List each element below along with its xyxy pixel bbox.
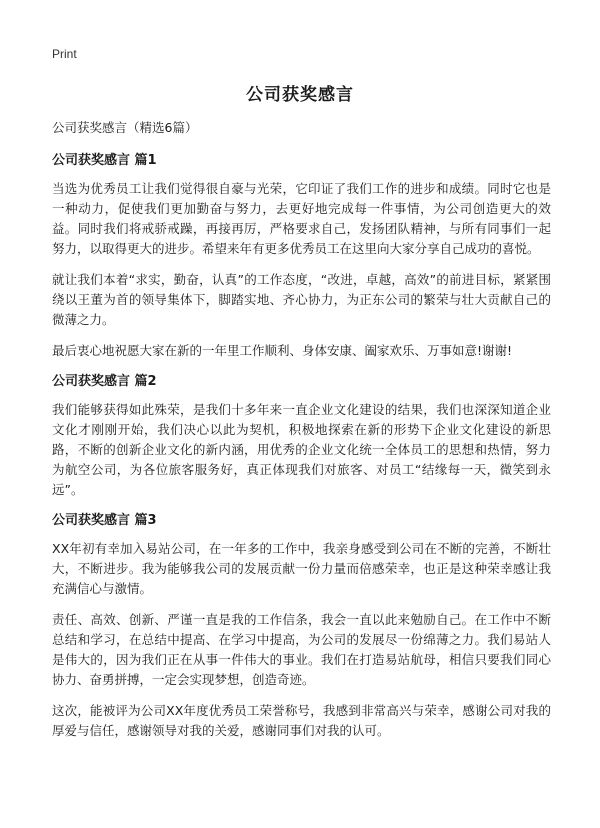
document-subtitle: 公司获奖感言（精选6篇）	[52, 120, 198, 135]
page-title: 公司获奖感言	[246, 85, 354, 105]
section-heading: 公司获奖感言 篇2	[52, 374, 157, 389]
paragraph: XX年初有幸加入易站公司，在一年多的工作中，我亲身感受到公司在不断的完善，不断壮大，不断进步。我为能够我公司的发展贡献一份力量而倍感荣幸，也正是这种荣幸感让我充满信心与激情。	[52, 541, 551, 596]
print-label: Print	[52, 47, 77, 61]
paragraph: 责任、高效、创新、严谨一直是我的工作信条，我会一直以此来勉励自己。在工作中不断总结和学习，在总结中提高、在学习中提高，为公司的发展尽一份绵薄之力。我们易站人是伟大的，因为我们正在从事一件伟大的事业。我们在打造易站航母，相信只要我们同心协力、奋勇拼搏，一定会实现梦想，创造奇迹。	[52, 612, 551, 687]
paragraph: 我们能够获得如此殊荣，是我们十多年来一直企业文化建设的结果，我们也深深知道企业文化才刚刚开始，我们决心以此为契机，积极地探索在新的形势下企业文化建设的新思路，不断的创新企业文化的新内涵，用优秀的企业文化统一全体员工的思想和热情，努力为航空公司，为各位旅客服务好，真正体现我们对旅客、对员工“结缘每一天，微笑到永远”。	[52, 402, 551, 497]
section-1	[52, 151, 551, 361]
section-heading: 公司获奖感言 篇1	[52, 153, 157, 168]
section-3	[52, 511, 551, 741]
section-2	[52, 372, 551, 500]
paragraph: 当选为优秀员工让我们觉得很自豪与光荣，它印证了我们工作的进步和成绩。同时它也是一种动力，促使我们更加勤奋与努力，去更好地完成每一件事情，为公司创造更大的效益。同时我们将戒骄戒躁，再接再厉，严格要求自己，发扬团队精神，与所有同事们一起努力，以取得更大的进步。希望来年有更多优秀员工在这里向大家分享自己成功的喜悦。	[52, 181, 551, 256]
section-heading: 公司获奖感言 篇3	[52, 513, 157, 528]
paragraph: 最后衷心地祝愿大家在新的一年里工作顺利、身体安康、阖家欢乐、万事如意!谢谢!	[52, 343, 513, 358]
paragraph: 就让我们本着“求实，勤奋，认真”的工作态度，“改进，卓越，高效”的前进目标，紧紧围绕以王董为首的领导集体下，脚踏实地、齐心协力，为正东公司的繁荣与壮大贡献自己的微薄之力。	[52, 272, 551, 327]
paragraph: 这次，能被评为公司XX年度优秀员工荣誉称号，我感到非常高兴与荣幸，感谢公司对我的厚爱与信任，感谢领导对我的关爱，感谢同事们对我的认可。	[52, 703, 551, 738]
document-body	[52, 118, 551, 752]
